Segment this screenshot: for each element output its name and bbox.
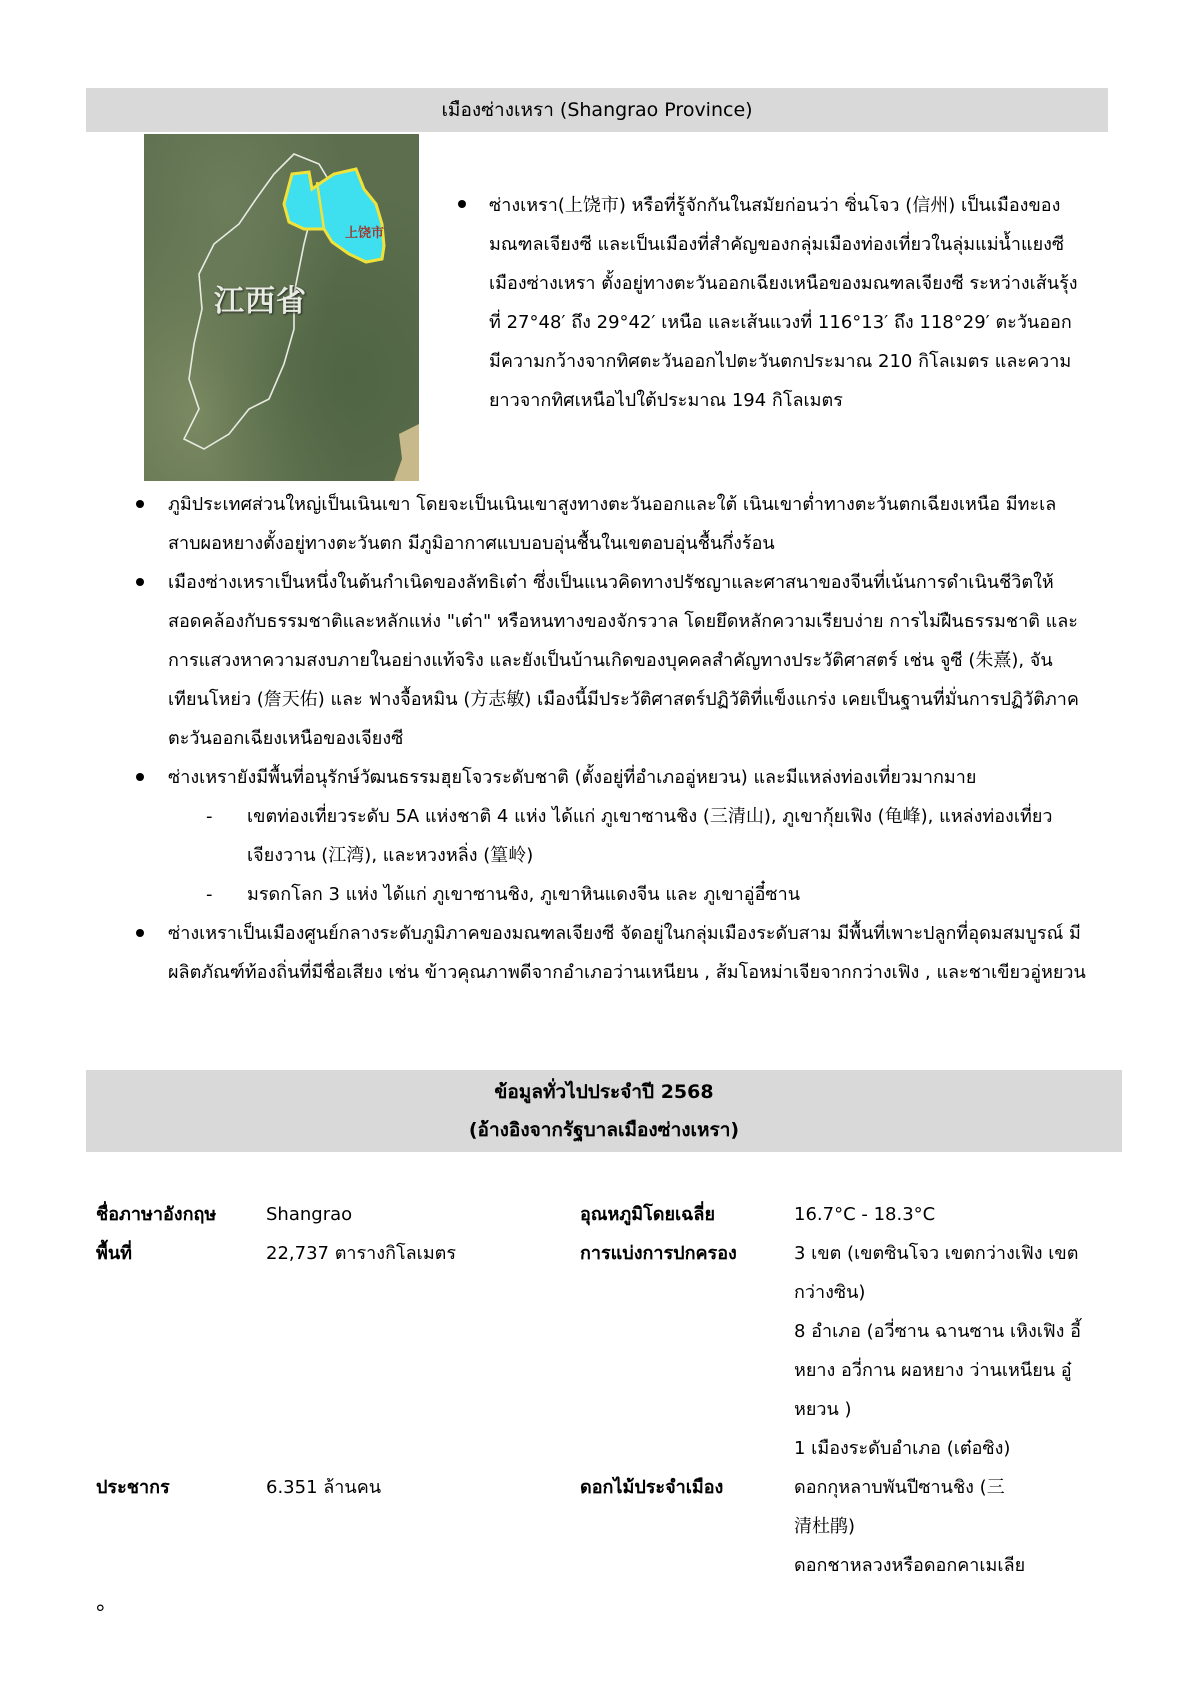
map-label-city: 上饶市 bbox=[345, 226, 385, 241]
bullet-dot bbox=[458, 200, 466, 208]
bullet-dot bbox=[136, 500, 144, 508]
bullet-economy: ซ่างเหราเป็นเมืองศูนย์กลางระดับภูมิภาคของมณฑลเจียงซี จัดอยู่ในกลุ่มเมืองระดับสาม มีพื้นที่เพาะปลูกที่อุดมสมบูรณ์ มีผลิตภัณฑ์ท้องถิ่นที่มีชื่อเสียง เช่น ข้าวคุณภาพดีจากอำเภอว่านเหนียน , ส้มโอหม่าเจียจากกว่างเฟิง , และชาเขียวอู่หยวน bbox=[168, 923, 1086, 983]
value-admin-districts: 3 เขต (เขตซินโจว เขตกว่างเฟิง เขตกว่างซิน) bbox=[794, 1243, 1079, 1303]
page-number: ๐ bbox=[96, 1599, 105, 1615]
value-city-flower-2: ดอกชาหลวงหรือดอกคาเมเลีย bbox=[794, 1555, 1026, 1576]
bullet-terrain: ภูมิประเทศส่วนใหญ่เป็นเนินเขา โดยจะเป็นเนินเขาสูงทางตะวันออกและใต้ เนินเขาต่ำทางตะวันตกเฉียงเหนือ มีทะเลสาบผอหยางตั้งอยู่ทางตะวันตก มีภูมิอากาศแบบอบอุ่นชื้นในเขตอบอุ่นชื้นกึ่งร้อน bbox=[168, 494, 1057, 554]
general-info-subtitle: (อ้างอิงจากรัฐบาลเมืองซ่างเหรา) bbox=[468, 1119, 740, 1141]
coast-patch bbox=[394, 424, 419, 481]
map-label-province: 江西省 bbox=[214, 284, 307, 319]
value-admin-counties: 8 อำเภอ (อวี่ซาน ฉานซาน เหิงเฟิง อี้หยาง อวี่กาน ผอหยาง ว่านเหนียน อู๋หยวน ) bbox=[794, 1321, 1081, 1420]
bullet-dot bbox=[136, 578, 144, 586]
value-english-name: Shangrao bbox=[266, 1204, 353, 1225]
label-english-name: ชื่อภาษาอังกฤษ bbox=[96, 1204, 217, 1225]
label-area: พื้นที่ bbox=[96, 1243, 133, 1264]
value-temperature: 16.7°C - 18.3°C bbox=[794, 1204, 936, 1225]
value-area: 22,737 ตารางกิโลเมตร bbox=[266, 1243, 457, 1264]
bullet-taoism: เมืองซ่างเหราเป็นหนึ่งในต้นกำเนิดของลัทธิเต๋า ซึ่งเป็นแนวคิดทางปรัชญาและศาสนาของจีนที่เน้นการดำเนินชีวิตให้สอดคล้องกับธรรมชาติและหลักแห่ง "เต๋า" หรือหนทางของจักรวาล โดยยึดหลักความเรียบง่าย การไม่ฝืนธรรมชาติ และการแสวงหาความสงบภายในอย่างแท้จริง และยังเป็นบ้านเกิดของบุคคลสำคัญทางประวัติศาสตร์ เช่น จูซี (朱熹), จันเทียนโหย่ว (詹天佑) และ ฟางจื้อหมิน (方志敏) เมืองนี้มีประวัติศาสตร์ปฏิวัติที่แข็งแกร่ง เคยเป็นฐานที่มั่นการปฏิวัติภาคตะวันออกเฉียงเหนือของเจียงซี bbox=[168, 572, 1079, 749]
label-administration: การแบ่งการปกครอง bbox=[580, 1243, 737, 1264]
general-info-header bbox=[86, 1070, 1122, 1152]
section-title: เมืองซ่างเหรา (Shangrao Province) bbox=[441, 99, 753, 121]
label-temperature: อุณหภูมิโดยเฉลี่ย bbox=[580, 1204, 715, 1225]
sub-bullet-dash: - bbox=[206, 806, 213, 827]
bullet-culture: ซ่างเหรายังมีพื้นที่อนุรักษ์วัฒนธรรมฮุยโจวระดับชาติ (ตั้งอยู่ที่อำเภออู่หยวน) และมีแหล่งท่องเที่ยวมากมาย bbox=[168, 767, 977, 788]
sub-bullet-dash: - bbox=[206, 884, 213, 905]
section-header bbox=[86, 88, 1108, 132]
sub-bullet-world-heritage: มรดกโลก 3 แห่ง ได้แก่ ภูเขาซานชิง, ภูเขาหินแดงจีน และ ภูเขาอู่อี๋ซาน bbox=[247, 884, 801, 905]
bullet-dot bbox=[136, 929, 144, 937]
value-city-flower-1: ดอกกุหลาบพันปีซานชิง (三清杜鹃) bbox=[794, 1477, 1005, 1537]
city-highlight bbox=[284, 169, 384, 262]
bullet-dot bbox=[136, 773, 144, 781]
value-population: 6.351 ล้านคน bbox=[266, 1477, 382, 1498]
sub-bullet-5a-areas: เขตท่องเที่ยวระดับ 5A แห่งชาติ 4 แห่ง ได้แก่ ภูเขาซานชิง (三清山), ภูเขากุ้ยเฟิง (龟峰), แหล่งท่องเที่ยวเจียงวาน (江湾), และหวงหลิ่ง (篁岭) bbox=[247, 806, 1053, 866]
intro-paragraph: ซ่างเหรา(上饶市) หรือที่รู้จักกันในสมัยก่อนว่า ซิ่นโจว (信州) เป็นเมืองของมณฑลเจียงซี และเป็นเมืองที่สำคัญของกลุ่มเมืองท่องเที่ยวในลุ่มแม่น้ำแยงซี เมืองซ่างเหรา ตั้งอยู่ทางตะวันออกเฉียงเหนือของมณฑลเจียงซี ระหว่างเส้นรุ้งที่ 27°48′ ถึง 29°42′ เหนือ และเส้นแวงที่ 116°13′ ถึง 118°29′ ตะวันออก มีความกว้างจากทิศตะวันออกไปตะวันตกประมาณ 210 กิโลเมตร และความยาวจากทิศเหนือไปใต้ประมาณ 194 กิโลเมตร bbox=[489, 195, 1078, 411]
label-population: ประชากร bbox=[96, 1477, 170, 1498]
label-city-flower: ดอกไม้ประจำเมือง bbox=[580, 1477, 724, 1498]
value-admin-county-city: 1 เมืองระดับอำเภอ (เต๋อซิง) bbox=[794, 1438, 1011, 1459]
province-map-image bbox=[144, 134, 419, 481]
general-info-title: ข้อมูลทั่วไปประจำปี 2568 bbox=[494, 1081, 714, 1103]
